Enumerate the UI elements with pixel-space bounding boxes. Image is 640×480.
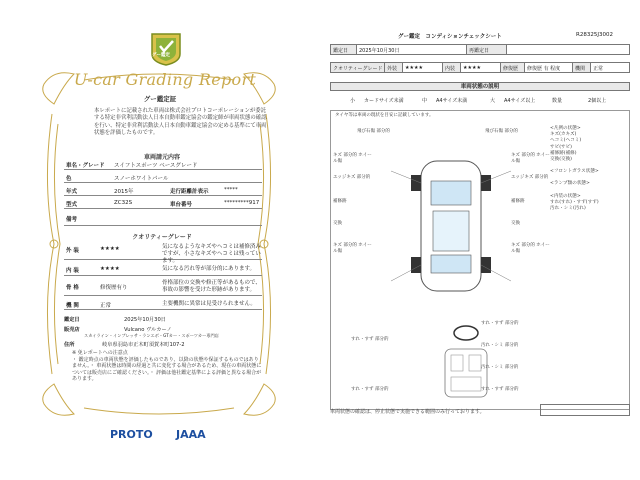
frame-grade-value: 修復歴有り	[100, 285, 128, 291]
size-mid: 中	[422, 98, 428, 104]
interior-grade-row	[64, 262, 262, 276]
model-row	[64, 197, 262, 209]
grade-value: スイフトスポーツ ベースグレード	[114, 163, 198, 169]
year-row	[64, 184, 262, 196]
date-value: 2025年10月30日	[357, 45, 467, 54]
sheet-title: グー鑑定 コンディションチェックシート	[398, 34, 502, 40]
chassis-label: 車台番号	[170, 202, 193, 208]
engine-grade-value: 正常	[100, 303, 112, 309]
legend-item-6: 交換(交換)	[550, 157, 572, 163]
int-value: ★★★★	[461, 63, 501, 72]
legend-item-7: <フロントガラス状態>	[550, 169, 599, 175]
damage-label-5: エッジキズ 部分的	[333, 175, 371, 180]
legend-block	[550, 126, 630, 212]
date-table	[330, 44, 630, 55]
address-value: 岐阜県羽島市正木町須賀本町107-2	[102, 342, 185, 348]
quality-table	[330, 62, 630, 73]
remarks-row	[64, 212, 262, 226]
footer-logos	[110, 428, 230, 444]
size-count-desc: 2個以上	[588, 98, 607, 104]
engine-value: 正常	[593, 66, 604, 72]
shop-label: 販売店	[64, 327, 80, 333]
damage-label-18: すれ・すず 部分的	[481, 387, 519, 392]
quality-section-title: クオリティーグレード	[132, 234, 192, 241]
interior-grade-stars: ★★★★	[100, 266, 120, 272]
vehicle-section-title: 車両請元内容	[143, 154, 180, 161]
shop-row	[64, 326, 262, 333]
legend-item-11: 汚れ・シミ(汚れ)	[550, 206, 586, 212]
damage-label-17: すれ・すず 部分的	[351, 387, 389, 392]
color-row	[64, 171, 262, 183]
exterior-grade-desc: 気になるようなキズやヘコミは補修済みですが、小さなキズやヘコミは残っています。	[162, 244, 261, 264]
size-mid-desc: A4サイズ未満	[436, 98, 468, 104]
ext-value: ★★★★	[403, 63, 443, 72]
shop-name: Vulcano ヴルカーノ	[124, 327, 172, 333]
size-large: 大	[490, 98, 496, 104]
damage-label-6: エッジキズ 部分的	[511, 175, 549, 180]
engine-grade-row	[64, 298, 262, 310]
interior-grade-label: 内 装	[66, 268, 79, 274]
damage-label-3: キズ 部分的 ホイール傷	[333, 153, 372, 164]
damage-label-10: 交換	[511, 221, 520, 226]
certificate-subtitle: グー鑑定証	[143, 95, 177, 103]
legend-item-8: <ランプ類の状態>	[550, 181, 590, 187]
bottom-note: 車両状態の確認は、停止状態で実施できる範囲のみ行っております。	[330, 409, 485, 415]
damage-label-4: キズ 部分的 ホイール傷	[511, 153, 550, 164]
signature-box	[540, 404, 630, 416]
legend-item-3: ヘコミ(ヘコミ)	[550, 138, 582, 144]
appraisal-date-row	[64, 316, 262, 323]
frame-label: 修復歴	[501, 63, 525, 72]
notes-body: ・ 鑑定時点の車両状態を評価したものであり、以降の状態や保証するものではありません。・ 車両状態は時間の経過と共に変化する場合があるため、現在の車両状態については販売店にご確認ください。・ 評価は他社鑑定基準による評価と異なる場合があります。	[72, 356, 262, 383]
shop-desc: スカイライン・インプレッサ・ランエボ・GTカー・スポーツカー専門店	[84, 333, 219, 338]
frame-grade-desc: 骨格部位の交換や修正等があるもので、事故の影響を受けた形跡があります。	[162, 280, 261, 293]
size-small-desc: カードサイズ未満	[364, 98, 404, 104]
engine-grade-label: 機 関	[66, 303, 79, 309]
legend-item-2: キズ(カキズ)	[550, 132, 577, 138]
legend-item-10: すれ(すれ)・すず(すず)	[550, 199, 599, 205]
color-label: 色	[66, 176, 72, 182]
grading-report-title: U-car Grading Report	[73, 70, 257, 89]
engine-grade-desc: 主要機関に異常は見受けられません。	[162, 301, 256, 307]
diagram-note: タイヤ等は車両の現状を目安に記載しています。	[335, 113, 434, 118]
condition-check-sheet	[320, 0, 640, 480]
goo-appraisal-badge-icon	[148, 32, 184, 66]
frame-value: 修復歴 有 程度	[525, 63, 573, 72]
damage-label-8: 補修跡	[511, 199, 525, 204]
size-count: 数量	[552, 98, 563, 104]
car-top-view-icon	[391, 151, 511, 301]
interior-grade-desc: 気になる汚れ等が部分的にあります。	[162, 266, 256, 272]
model-value: ZC32S	[114, 200, 133, 206]
mileage-value: *****	[224, 187, 238, 193]
damage-label-11: キズ 部分的 ホイール傷	[333, 243, 372, 254]
frame-grade-label: 骨 格	[66, 285, 79, 291]
badge-text: グー鑑定	[152, 53, 170, 58]
exterior-grade-label: 外 装	[66, 248, 79, 254]
damage-label-9: 交換	[333, 221, 342, 226]
mileage-label: 走行距離計表示	[170, 189, 209, 195]
issue-label: 再鑑定日	[467, 45, 507, 54]
quality-label: クオリティーグレード	[331, 63, 385, 72]
damage-label-14: すれ・すず 部分的	[351, 337, 389, 342]
legend-item-9: <内装の状態>	[550, 193, 581, 199]
address-row	[64, 341, 262, 348]
grade-row	[64, 158, 262, 170]
notes-title: ※ 免レポートへの注意点	[72, 350, 128, 356]
damage-label-12: キズ 部分的 ホイール傷	[511, 243, 550, 254]
year-value: 2015年	[114, 189, 134, 195]
appraisal-date-label: 鑑定日	[64, 317, 80, 323]
chassis-value: *********917	[224, 200, 260, 206]
legend-item-5: 補修跡(補修)	[550, 150, 577, 156]
certificate-intro: 本レポートに記載された車両は株式会社プロトコーポレーションが委託する特定非営利活動法人日本自動車鑑定協会の鑑定師が車両状態の確認を行い、特定非営利活動法人日本自動車鑑定協会の定める基準にて車両状態を評価したものです。	[94, 108, 267, 136]
notes-block	[72, 350, 262, 383]
damage-label-13: すれ・すず 部分的	[481, 321, 519, 326]
proto-logo: PROTO	[110, 428, 153, 441]
legend-item-1: <凡例の状態>	[550, 126, 581, 131]
state-section-head: 車両状態の説明	[330, 82, 630, 91]
damage-label-7: 補修跡	[333, 199, 347, 204]
grade-label: 車名・グレード	[66, 163, 105, 169]
damage-label-15: 汚れ・シミ 部分的	[481, 343, 519, 348]
exterior-grade-row	[64, 242, 262, 264]
appraisal-date-value: 2025年10月30日	[124, 317, 166, 323]
address-label: 住所	[64, 342, 75, 348]
legend-item-4: サビ(サビ)	[550, 144, 572, 150]
int-label: 内装	[443, 63, 461, 72]
remarks-label: 備考	[66, 217, 78, 223]
date-label: 鑑定日	[331, 45, 357, 54]
damage-label-2: 飛び石傷 部分的	[485, 129, 518, 134]
ext-label: 外装	[385, 63, 403, 72]
size-legend	[330, 96, 630, 106]
damage-label-1: 飛び石傷 部分的	[357, 129, 390, 134]
frame-grade-row	[64, 278, 262, 296]
size-large-desc: A4サイズ以上	[504, 98, 536, 104]
damage-label-16: 汚れ・シミ 部分的	[481, 365, 519, 370]
sheet-code: R28325J3002	[576, 32, 613, 38]
jaaa-logo: JAAA	[176, 428, 206, 441]
year-label: 年式	[66, 189, 78, 195]
color-value: スノーホワイトパール	[114, 176, 169, 182]
engine-label: 機関	[573, 63, 591, 72]
model-label: 型式	[66, 202, 78, 208]
size-small: 小	[350, 98, 356, 104]
exterior-grade-stars: ★★★★	[100, 246, 120, 252]
